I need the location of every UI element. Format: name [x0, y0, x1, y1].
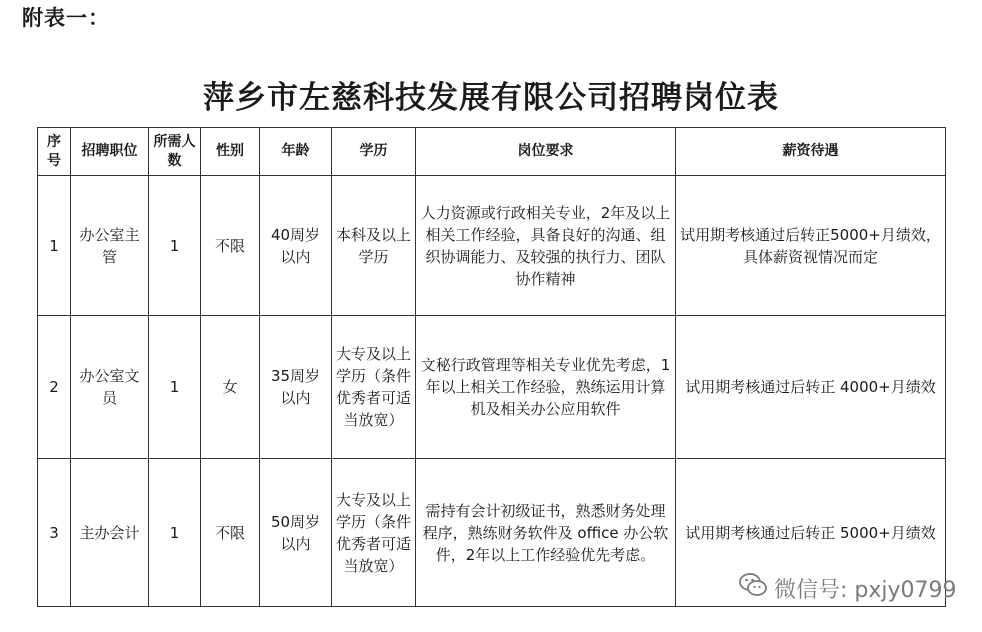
wechat-watermark [738, 572, 957, 604]
cell-no: 1 [38, 176, 71, 316]
header-requirements: 岗位要求 [416, 128, 676, 176]
header-count: 所需人数 [149, 128, 201, 176]
cell-age: 40周岁以内 [260, 176, 332, 316]
appendix-label: 附表一： [22, 6, 110, 30]
cell-position: 主办会计 [71, 459, 149, 607]
page-title: 萍乡市左慈科技发展有限公司招聘岗位表 [203, 80, 779, 116]
table-row [38, 316, 946, 459]
cell-education: 大专及以上学历（条件优秀者可适当放宽） [332, 316, 416, 459]
cell-requirements: 需持有会计初级证书，熟悉财务处理程序，熟练财务软件及 office 办公软件，2年以上工作经验优先考虑。 [416, 459, 676, 607]
header-education: 学历 [332, 128, 416, 176]
table-header-row [38, 128, 946, 176]
cell-position: 办公室主管 [71, 176, 149, 316]
cell-gender: 不限 [201, 459, 260, 607]
cell-requirements: 文秘行政管理等相关专业优先考虑，1年以上相关工作经验，熟练运用计算机及相关办公应用软件 [416, 316, 676, 459]
wechat-icon [738, 572, 768, 604]
cell-salary: 试用期考核通过后转正 5000+月绩效 [676, 459, 946, 607]
cell-gender: 不限 [201, 176, 260, 316]
cell-salary: 试用期考核通过后转正5000+月绩效，具体薪资视情况而定 [676, 176, 946, 316]
watermark-text: 微信号: pxjy0799 [774, 577, 957, 603]
cell-age: 50周岁以内 [260, 459, 332, 607]
header-no: 序号 [38, 128, 71, 176]
cell-count: 1 [149, 176, 201, 316]
header-age: 年龄 [260, 128, 332, 176]
cell-count: 1 [149, 459, 201, 607]
cell-gender: 女 [201, 316, 260, 459]
recruitment-table [37, 127, 946, 607]
header-salary: 薪资待遇 [676, 128, 946, 176]
cell-salary: 试用期考核通过后转正 4000+月绩效 [676, 316, 946, 459]
cell-education: 本科及以上学历 [332, 176, 416, 316]
cell-no: 2 [38, 316, 71, 459]
header-gender: 性别 [201, 128, 260, 176]
cell-no: 3 [38, 459, 71, 607]
cell-position: 办公室文员 [71, 316, 149, 459]
cell-requirements: 人力资源或行政相关专业，2年及以上相关工作经验，具备良好的沟通、组织协调能力、及较强的执行力、团队协作精神 [416, 176, 676, 316]
cell-age: 35周岁以内 [260, 316, 332, 459]
table-row [38, 176, 946, 316]
cell-count: 1 [149, 316, 201, 459]
cell-education: 大专及以上学历（条件优秀者可适当放宽） [332, 459, 416, 607]
header-position: 招聘职位 [71, 128, 149, 176]
